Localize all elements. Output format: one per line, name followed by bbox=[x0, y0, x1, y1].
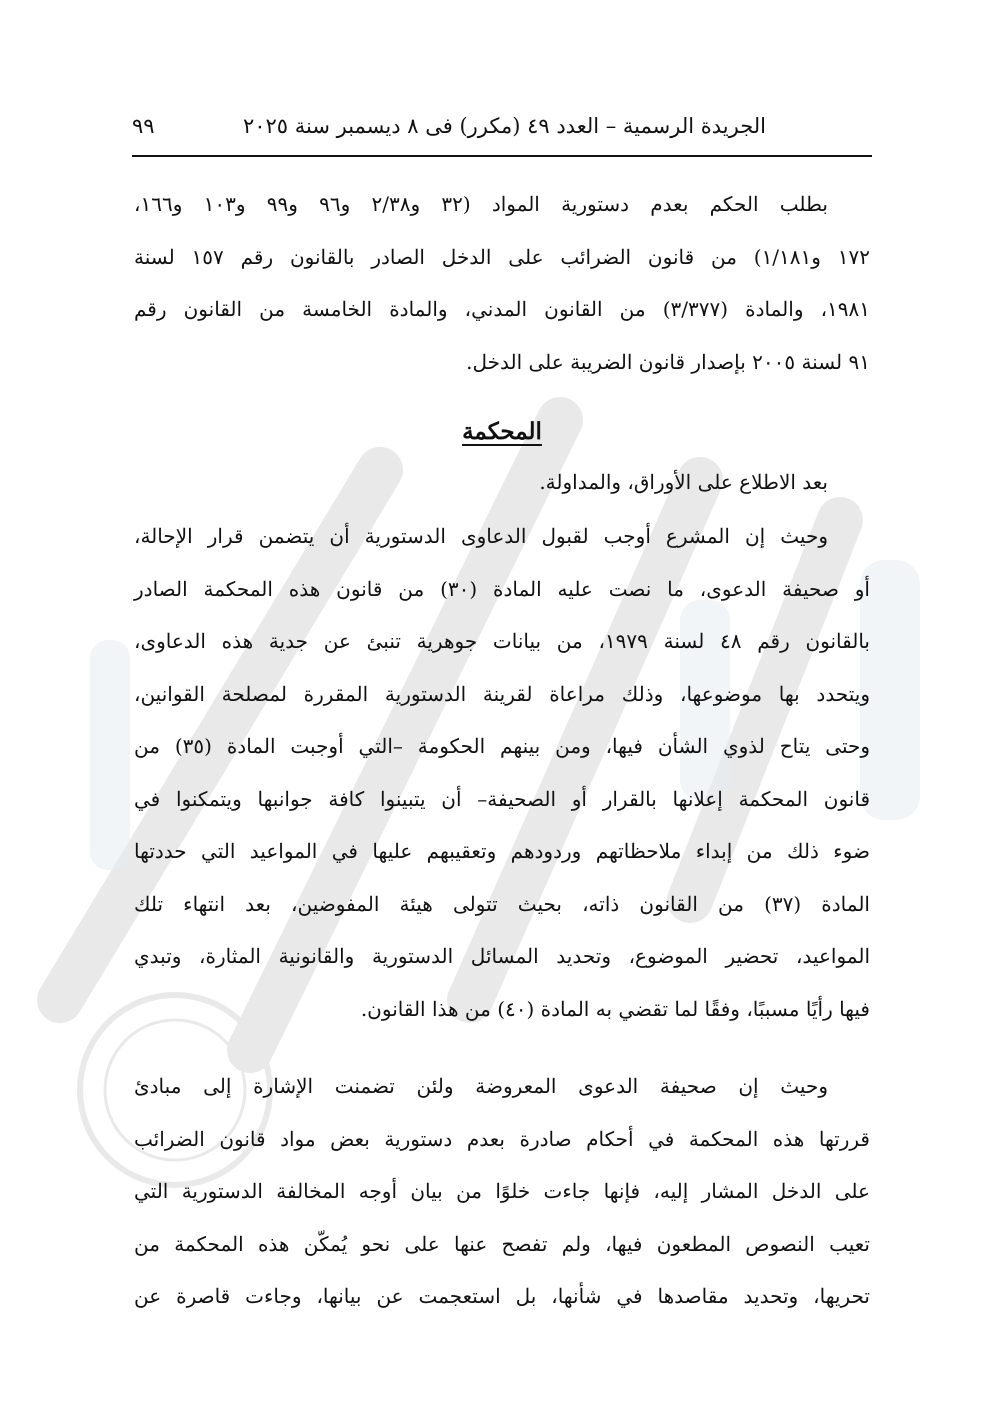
text-line: وحيث إن صحيفة الدعوى المعروضة ولئن تضمنت الإشارة إلى مبادئ bbox=[134, 1074, 828, 1098]
text-line: أو صحيفة الدعوى، ما نصت عليه المادة (٣٠) من قانون هذه المحكمة الصادر bbox=[134, 576, 870, 601]
text-line: على الدخل المشار إليه، فإنها جاءت خلوًا من بيان أوجه المخالفة الدستورية التي bbox=[134, 1179, 870, 1203]
heading-text: المحكمة bbox=[462, 418, 542, 445]
text-line: فيها رأيًا مسببًا، وفقًا لما تقضي به المادة (٤٠) من هذا القانون. bbox=[360, 996, 870, 1021]
paragraph-requirements bbox=[134, 510, 870, 1035]
text-line: ٩١ لسنة ٢٠٠٥ بإصدار قانون الضريبة على الدخل. bbox=[466, 349, 870, 374]
text-line: المواعيد، تحضير الموضوع، وتحديد المسائل الدستورية والقانونية المثارة، وتبدي bbox=[134, 944, 870, 968]
text-line: المادة (٣٧) من القانون ذاته، بحيث تتولى هيئة المفوضين، بعد انتهاء تلك bbox=[134, 891, 870, 916]
text-line: بطلب الحكم بعدم دستورية المواد (٣٢ و٢/٣٨ و٩٦ و٩٩ و١٠٣ و١٦٦، bbox=[134, 192, 828, 216]
text-line: تعيب النصوص المطعون فيها، ولم تفصح عنها على نحو يُمكّن هذه المحكمة من bbox=[134, 1231, 870, 1256]
text-line: تحريها، وتحديد مقاصدها في شأنها، بل استعجمت عن بيانها، وجاءت قاصرة عن bbox=[134, 1284, 870, 1308]
gazette-title: الجريدة الرسمية – العدد ٤٩ (مكرر) فى ٨ ديسمبر سنة ٢٠٢٥ bbox=[242, 114, 766, 138]
text-line: بالقانون رقم ٤٨ لسنة ١٩٧٩، من بيانات جوهرية تنبئ عن جدية هذه الدعاوى، bbox=[134, 629, 871, 653]
header-rule bbox=[132, 155, 872, 157]
text-line: بعد الاطلاع على الأوراق، والمداولة. bbox=[539, 470, 828, 494]
page-header bbox=[132, 106, 872, 146]
text-line: ١٧٢ و١/١٨١) من قانون الضرائب على الدخل الصادر بالقانون رقم ١٥٧ لسنة bbox=[134, 244, 870, 269]
paragraph-petition bbox=[134, 1060, 870, 1323]
text-line: قررتها هذه المحكمة في أحكام صادرة بعدم دستورية بعض مواد قانون الضرائب bbox=[134, 1126, 870, 1151]
page-number: ٩٩ bbox=[132, 114, 155, 138]
section-heading bbox=[134, 410, 870, 454]
text-line: ١٩٨١، والمادة (٣/٣٧٧) من القانون المدني، والمادة الخامسة من القانون رقم bbox=[134, 297, 870, 321]
text-line: ضوء ذلك من إبداء ملاحظاتهم وردودهم وتعقيبهم عليها في المواعيد التي حددتها bbox=[134, 839, 870, 863]
text-line: ويتحدد بها موضوعها، وذلك مراعاة لقرينة الدستورية المقررة لمصلحة القوانين، bbox=[134, 681, 870, 706]
text-line: وحتى يتاح لذوي الشأن فيها، ومن بينهم الحكومة –التي أوجبت المادة (٣٥) من bbox=[134, 734, 870, 758]
text-line: وحيث إن المشرع أوجب لقبول الدعاوى الدستورية أن يتضمن قرار الإحالة، bbox=[134, 524, 828, 548]
paragraph-request bbox=[134, 178, 870, 388]
paragraph-review bbox=[134, 456, 870, 509]
text-line: قانون المحكمة إعلانها بالقرار أو الصحيفة– أن يتبينوا كافة جوانبها ويتمكنوا في bbox=[134, 786, 870, 811]
